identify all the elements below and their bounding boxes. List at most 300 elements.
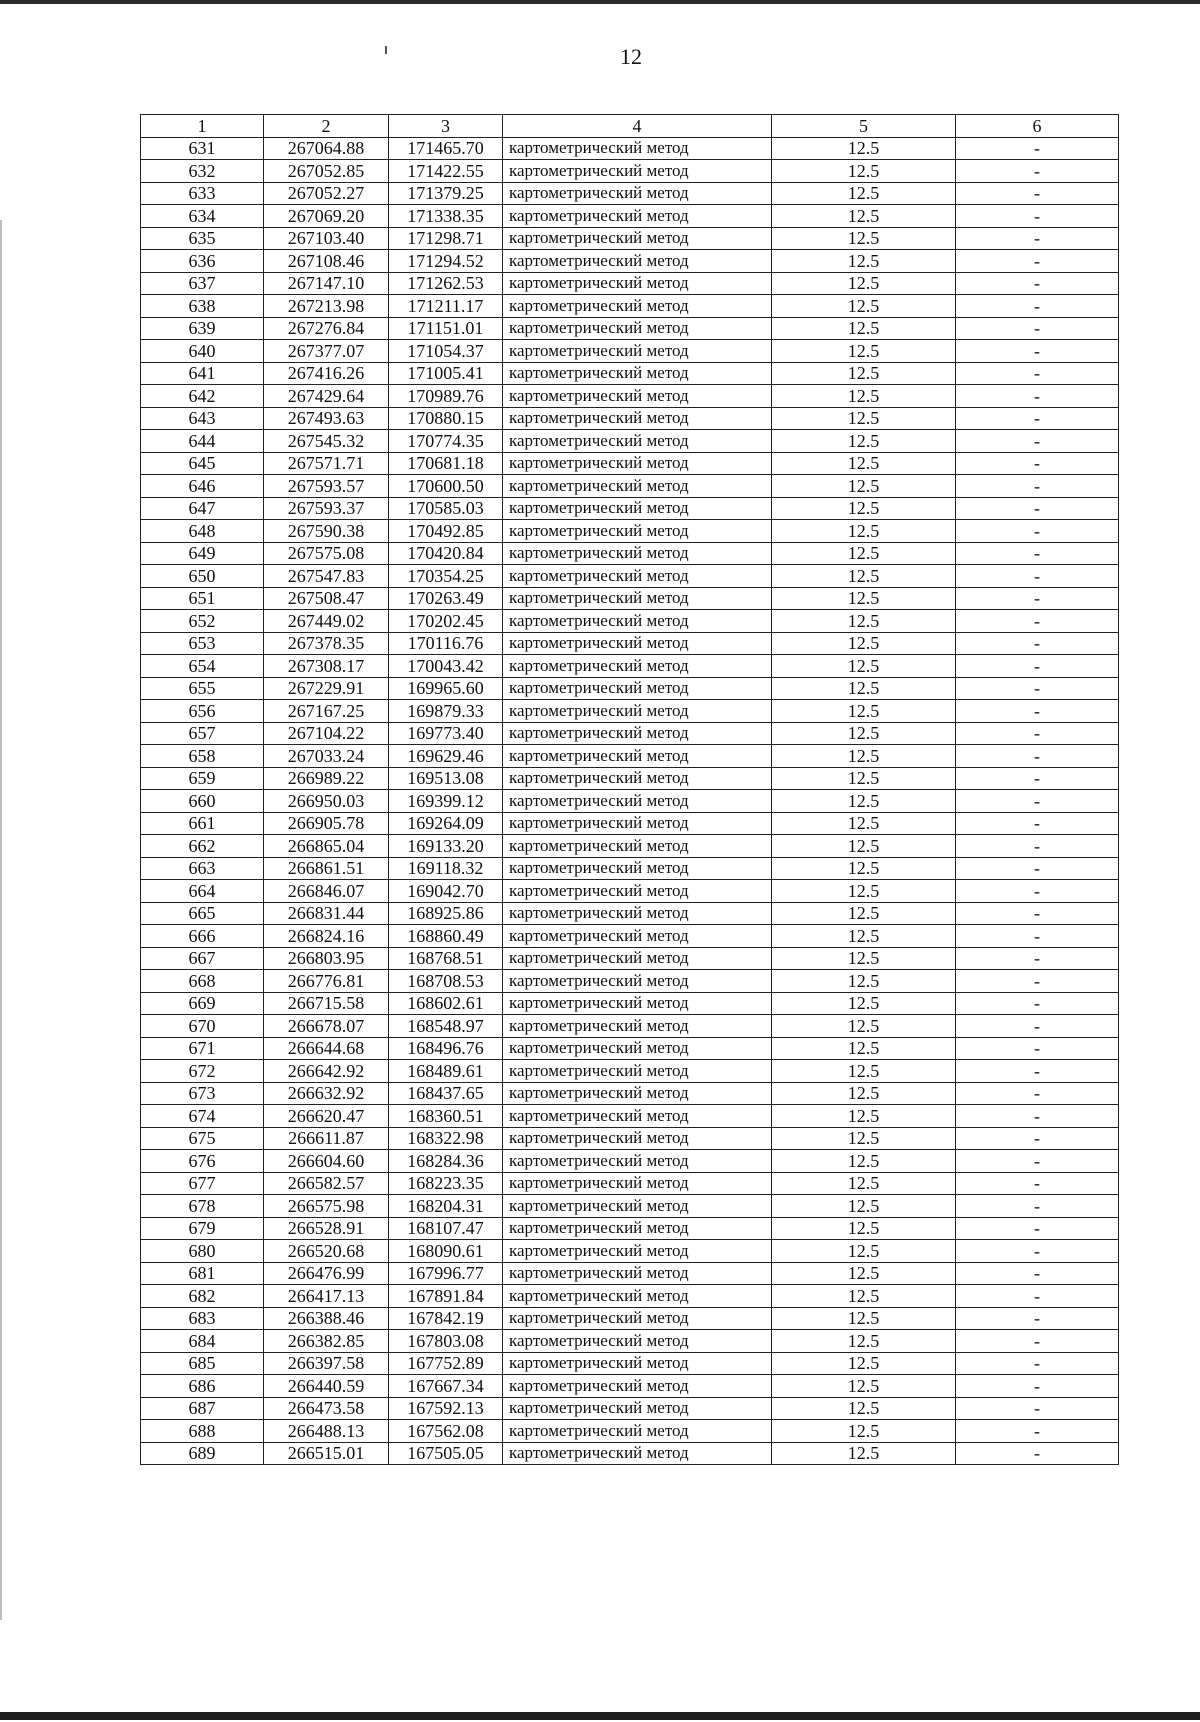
method-cell: картометрический метод xyxy=(503,835,772,858)
x-coordinate-cell: 266515.01 xyxy=(264,1442,389,1465)
method-cell: картометрический метод xyxy=(503,452,772,475)
precision-cell: 12.5 xyxy=(772,340,956,363)
method-cell: картометрический метод xyxy=(503,925,772,948)
x-coordinate-cell: 267069.20 xyxy=(264,205,389,228)
description-cell: - xyxy=(956,745,1119,768)
precision-cell: 12.5 xyxy=(772,1442,956,1465)
x-coordinate-cell: 266520.68 xyxy=(264,1240,389,1263)
point-number-cell: 654 xyxy=(141,655,264,678)
table-row xyxy=(141,362,1119,385)
y-coordinate-cell: 170354.25 xyxy=(389,565,503,588)
table-row xyxy=(141,1195,1119,1218)
point-number-cell: 632 xyxy=(141,160,264,183)
description-cell: - xyxy=(956,970,1119,993)
precision-cell: 12.5 xyxy=(772,1015,956,1038)
y-coordinate-cell: 169773.40 xyxy=(389,722,503,745)
y-coordinate-cell: 171422.55 xyxy=(389,160,503,183)
table-row xyxy=(141,1307,1119,1330)
x-coordinate-cell: 267547.83 xyxy=(264,565,389,588)
description-cell: - xyxy=(956,407,1119,430)
y-coordinate-cell: 168223.35 xyxy=(389,1172,503,1195)
x-coordinate-cell: 267593.57 xyxy=(264,475,389,498)
description-cell: - xyxy=(956,677,1119,700)
method-cell: картометрический метод xyxy=(503,430,772,453)
table-row xyxy=(141,722,1119,745)
method-cell: картометрический метод xyxy=(503,295,772,318)
y-coordinate-cell: 171211.17 xyxy=(389,295,503,318)
method-cell: картометрический метод xyxy=(503,1015,772,1038)
x-coordinate-cell: 267590.38 xyxy=(264,520,389,543)
precision-cell: 12.5 xyxy=(772,565,956,588)
y-coordinate-cell: 169264.09 xyxy=(389,812,503,835)
table-row xyxy=(141,1127,1119,1150)
x-coordinate-cell: 267416.26 xyxy=(264,362,389,385)
description-cell: - xyxy=(956,632,1119,655)
x-coordinate-cell: 267147.10 xyxy=(264,272,389,295)
y-coordinate-cell: 169629.46 xyxy=(389,745,503,768)
point-number-cell: 682 xyxy=(141,1285,264,1308)
precision-cell: 12.5 xyxy=(772,812,956,835)
x-coordinate-cell: 267108.46 xyxy=(264,250,389,273)
x-coordinate-cell: 267104.22 xyxy=(264,722,389,745)
table-row xyxy=(141,542,1119,565)
x-coordinate-cell: 267545.32 xyxy=(264,430,389,453)
point-number-cell: 645 xyxy=(141,452,264,475)
y-coordinate-cell: 171151.01 xyxy=(389,317,503,340)
y-coordinate-cell: 170600.50 xyxy=(389,475,503,498)
method-cell: картометрический метод xyxy=(503,812,772,835)
point-number-cell: 689 xyxy=(141,1442,264,1465)
column-header-5: 5 xyxy=(772,115,956,138)
method-cell: картометрический метод xyxy=(503,1150,772,1173)
scan-edge-left xyxy=(0,220,2,1620)
table-row xyxy=(141,1420,1119,1443)
y-coordinate-cell: 168496.76 xyxy=(389,1037,503,1060)
table-row xyxy=(141,205,1119,228)
method-cell: картометрический метод xyxy=(503,205,772,228)
y-coordinate-cell: 171054.37 xyxy=(389,340,503,363)
y-coordinate-cell: 169965.60 xyxy=(389,677,503,700)
point-number-cell: 637 xyxy=(141,272,264,295)
point-number-cell: 642 xyxy=(141,385,264,408)
point-number-cell: 649 xyxy=(141,542,264,565)
y-coordinate-cell: 168602.61 xyxy=(389,992,503,1015)
y-coordinate-cell: 171262.53 xyxy=(389,272,503,295)
method-cell: картометрический метод xyxy=(503,385,772,408)
method-cell: картометрический метод xyxy=(503,497,772,520)
table-row xyxy=(141,1150,1119,1173)
method-cell: картометрический метод xyxy=(503,880,772,903)
table-row xyxy=(141,880,1119,903)
y-coordinate-cell: 167592.13 xyxy=(389,1397,503,1420)
x-coordinate-cell: 266528.91 xyxy=(264,1217,389,1240)
point-number-cell: 664 xyxy=(141,880,264,903)
description-cell: - xyxy=(956,1217,1119,1240)
table-row xyxy=(141,1330,1119,1353)
precision-cell: 12.5 xyxy=(772,992,956,1015)
table-header xyxy=(141,115,1119,138)
x-coordinate-cell: 267167.25 xyxy=(264,700,389,723)
table-row xyxy=(141,1060,1119,1083)
point-number-cell: 661 xyxy=(141,812,264,835)
point-number-cell: 631 xyxy=(141,137,264,160)
method-cell: картометрический метод xyxy=(503,475,772,498)
description-cell: - xyxy=(956,722,1119,745)
table-row xyxy=(141,430,1119,453)
precision-cell: 12.5 xyxy=(772,1375,956,1398)
x-coordinate-cell: 267593.37 xyxy=(264,497,389,520)
y-coordinate-cell: 171338.35 xyxy=(389,205,503,228)
x-coordinate-cell: 267103.40 xyxy=(264,227,389,250)
description-cell: - xyxy=(956,430,1119,453)
y-coordinate-cell: 171294.52 xyxy=(389,250,503,273)
precision-cell: 12.5 xyxy=(772,182,956,205)
x-coordinate-cell: 267508.47 xyxy=(264,587,389,610)
precision-cell: 12.5 xyxy=(772,677,956,700)
method-cell: картометрический метод xyxy=(503,1330,772,1353)
y-coordinate-cell: 170043.42 xyxy=(389,655,503,678)
method-cell: картометрический метод xyxy=(503,137,772,160)
table-row xyxy=(141,475,1119,498)
description-cell: - xyxy=(956,250,1119,273)
table-row xyxy=(141,767,1119,790)
table-row xyxy=(141,745,1119,768)
method-cell: картометрический метод xyxy=(503,947,772,970)
table-row xyxy=(141,610,1119,633)
description-cell: - xyxy=(956,1375,1119,1398)
x-coordinate-cell: 266678.07 xyxy=(264,1015,389,1038)
point-number-cell: 678 xyxy=(141,1195,264,1218)
y-coordinate-cell: 169399.12 xyxy=(389,790,503,813)
x-coordinate-cell: 266611.87 xyxy=(264,1127,389,1150)
description-cell: - xyxy=(956,700,1119,723)
precision-cell: 12.5 xyxy=(772,700,956,723)
x-coordinate-cell: 267052.85 xyxy=(264,160,389,183)
precision-cell: 12.5 xyxy=(772,902,956,925)
precision-cell: 12.5 xyxy=(772,1105,956,1128)
method-cell: картометрический метод xyxy=(503,227,772,250)
table-row xyxy=(141,790,1119,813)
method-cell: картометрический метод xyxy=(503,722,772,745)
table-row xyxy=(141,857,1119,880)
x-coordinate-cell: 267052.27 xyxy=(264,182,389,205)
description-cell: - xyxy=(956,227,1119,250)
y-coordinate-cell: 170420.84 xyxy=(389,542,503,565)
table-row xyxy=(141,587,1119,610)
method-cell: картометрический метод xyxy=(503,610,772,633)
description-cell: - xyxy=(956,1150,1119,1173)
x-coordinate-cell: 267378.35 xyxy=(264,632,389,655)
point-number-cell: 680 xyxy=(141,1240,264,1263)
header-row xyxy=(141,115,1119,138)
y-coordinate-cell: 170492.85 xyxy=(389,520,503,543)
point-number-cell: 643 xyxy=(141,407,264,430)
y-coordinate-cell: 171379.25 xyxy=(389,182,503,205)
table-row xyxy=(141,1240,1119,1263)
description-cell: - xyxy=(956,1352,1119,1375)
precision-cell: 12.5 xyxy=(772,1352,956,1375)
point-number-cell: 635 xyxy=(141,227,264,250)
precision-cell: 12.5 xyxy=(772,1037,956,1060)
description-cell: - xyxy=(956,947,1119,970)
y-coordinate-cell: 167752.89 xyxy=(389,1352,503,1375)
description-cell: - xyxy=(956,362,1119,385)
point-number-cell: 687 xyxy=(141,1397,264,1420)
y-coordinate-cell: 168708.53 xyxy=(389,970,503,993)
precision-cell: 12.5 xyxy=(772,385,956,408)
precision-cell: 12.5 xyxy=(772,272,956,295)
page-number: 12 xyxy=(620,44,642,69)
point-number-cell: 659 xyxy=(141,767,264,790)
table-row xyxy=(141,970,1119,993)
point-number-cell: 658 xyxy=(141,745,264,768)
point-number-cell: 676 xyxy=(141,1150,264,1173)
precision-cell: 12.5 xyxy=(772,1082,956,1105)
x-coordinate-cell: 266397.58 xyxy=(264,1352,389,1375)
scan-edge-bottom xyxy=(0,1712,1200,1720)
coordinates-table xyxy=(140,114,1119,1465)
y-coordinate-cell: 170880.15 xyxy=(389,407,503,430)
method-cell: картометрический метод xyxy=(503,520,772,543)
description-cell: - xyxy=(956,565,1119,588)
table-row xyxy=(141,295,1119,318)
precision-cell: 12.5 xyxy=(772,407,956,430)
method-cell: картометрический метод xyxy=(503,1420,772,1443)
method-cell: картометрический метод xyxy=(503,587,772,610)
description-cell: - xyxy=(956,880,1119,903)
table-row xyxy=(141,1352,1119,1375)
description-cell: - xyxy=(956,1262,1119,1285)
description-cell: - xyxy=(956,1330,1119,1353)
scan-edge-top xyxy=(0,0,1200,4)
point-number-cell: 669 xyxy=(141,992,264,1015)
point-number-cell: 646 xyxy=(141,475,264,498)
y-coordinate-cell: 167842.19 xyxy=(389,1307,503,1330)
precision-cell: 12.5 xyxy=(772,632,956,655)
x-coordinate-cell: 267213.98 xyxy=(264,295,389,318)
point-number-cell: 667 xyxy=(141,947,264,970)
column-header-6: 6 xyxy=(956,115,1119,138)
method-cell: картометрический метод xyxy=(503,1195,772,1218)
point-number-cell: 685 xyxy=(141,1352,264,1375)
point-number-cell: 673 xyxy=(141,1082,264,1105)
table-row xyxy=(141,227,1119,250)
precision-cell: 12.5 xyxy=(772,430,956,453)
precision-cell: 12.5 xyxy=(772,1397,956,1420)
precision-cell: 12.5 xyxy=(772,767,956,790)
point-number-cell: 647 xyxy=(141,497,264,520)
y-coordinate-cell: 167996.77 xyxy=(389,1262,503,1285)
x-coordinate-cell: 267429.64 xyxy=(264,385,389,408)
y-coordinate-cell: 167505.05 xyxy=(389,1442,503,1465)
point-number-cell: 641 xyxy=(141,362,264,385)
method-cell: картометрический метод xyxy=(503,565,772,588)
description-cell: - xyxy=(956,475,1119,498)
table-row xyxy=(141,1442,1119,1465)
y-coordinate-cell: 168090.61 xyxy=(389,1240,503,1263)
x-coordinate-cell: 266989.22 xyxy=(264,767,389,790)
description-cell: - xyxy=(956,655,1119,678)
method-cell: картометрический метод xyxy=(503,1352,772,1375)
method-cell: картометрический метод xyxy=(503,272,772,295)
point-number-cell: 644 xyxy=(141,430,264,453)
method-cell: картометрический метод xyxy=(503,1172,772,1195)
description-cell: - xyxy=(956,812,1119,835)
table-row xyxy=(141,497,1119,520)
x-coordinate-cell: 266865.04 xyxy=(264,835,389,858)
table-row xyxy=(141,137,1119,160)
point-number-cell: 671 xyxy=(141,1037,264,1060)
description-cell: - xyxy=(956,1127,1119,1150)
point-number-cell: 666 xyxy=(141,925,264,948)
point-number-cell: 662 xyxy=(141,835,264,858)
x-coordinate-cell: 267064.88 xyxy=(264,137,389,160)
description-cell: - xyxy=(956,542,1119,565)
point-number-cell: 684 xyxy=(141,1330,264,1353)
table-row xyxy=(141,1397,1119,1420)
description-cell: - xyxy=(956,1397,1119,1420)
table-row xyxy=(141,1285,1119,1308)
table-row xyxy=(141,925,1119,948)
x-coordinate-cell: 266831.44 xyxy=(264,902,389,925)
x-coordinate-cell: 266803.95 xyxy=(264,947,389,970)
description-cell: - xyxy=(956,272,1119,295)
method-cell: картометрический метод xyxy=(503,745,772,768)
description-cell: - xyxy=(956,857,1119,880)
x-coordinate-cell: 266715.58 xyxy=(264,992,389,1015)
description-cell: - xyxy=(956,182,1119,205)
x-coordinate-cell: 266861.51 xyxy=(264,857,389,880)
y-coordinate-cell: 171298.71 xyxy=(389,227,503,250)
point-number-cell: 648 xyxy=(141,520,264,543)
table-row xyxy=(141,1217,1119,1240)
precision-cell: 12.5 xyxy=(772,587,956,610)
table-body xyxy=(141,137,1119,1465)
description-cell: - xyxy=(956,1240,1119,1263)
method-cell: картометрический метод xyxy=(503,655,772,678)
method-cell: картометрический метод xyxy=(503,1397,772,1420)
point-number-cell: 674 xyxy=(141,1105,264,1128)
y-coordinate-cell: 168860.49 xyxy=(389,925,503,948)
method-cell: картометрический метод xyxy=(503,1285,772,1308)
method-cell: картометрический метод xyxy=(503,1127,772,1150)
table-row xyxy=(141,272,1119,295)
description-cell: - xyxy=(956,137,1119,160)
x-coordinate-cell: 266824.16 xyxy=(264,925,389,948)
point-number-cell: 634 xyxy=(141,205,264,228)
y-coordinate-cell: 170989.76 xyxy=(389,385,503,408)
precision-cell: 12.5 xyxy=(772,542,956,565)
method-cell: картометрический метод xyxy=(503,340,772,363)
method-cell: картометрический метод xyxy=(503,250,772,273)
table-row xyxy=(141,700,1119,723)
y-coordinate-cell: 168489.61 xyxy=(389,1060,503,1083)
y-coordinate-cell: 168437.65 xyxy=(389,1082,503,1105)
precision-cell: 12.5 xyxy=(772,520,956,543)
table-row xyxy=(141,1105,1119,1128)
x-coordinate-cell: 266905.78 xyxy=(264,812,389,835)
table-row xyxy=(141,160,1119,183)
description-cell: - xyxy=(956,992,1119,1015)
y-coordinate-cell: 169879.33 xyxy=(389,700,503,723)
table-row xyxy=(141,947,1119,970)
precision-cell: 12.5 xyxy=(772,745,956,768)
description-cell: - xyxy=(956,587,1119,610)
point-number-cell: 639 xyxy=(141,317,264,340)
x-coordinate-cell: 266644.68 xyxy=(264,1037,389,1060)
precision-cell: 12.5 xyxy=(772,137,956,160)
column-header-1: 1 xyxy=(141,115,264,138)
precision-cell: 12.5 xyxy=(772,497,956,520)
precision-cell: 12.5 xyxy=(772,1420,956,1443)
x-coordinate-cell: 266575.98 xyxy=(264,1195,389,1218)
precision-cell: 12.5 xyxy=(772,970,956,993)
method-cell: картометрический метод xyxy=(503,1240,772,1263)
point-number-cell: 688 xyxy=(141,1420,264,1443)
method-cell: картометрический метод xyxy=(503,1375,772,1398)
y-coordinate-cell: 170585.03 xyxy=(389,497,503,520)
x-coordinate-cell: 266417.13 xyxy=(264,1285,389,1308)
precision-cell: 12.5 xyxy=(772,295,956,318)
x-coordinate-cell: 266476.99 xyxy=(264,1262,389,1285)
y-coordinate-cell: 170774.35 xyxy=(389,430,503,453)
x-coordinate-cell: 267229.91 xyxy=(264,677,389,700)
description-cell: - xyxy=(956,1105,1119,1128)
precision-cell: 12.5 xyxy=(772,1127,956,1150)
table-row xyxy=(141,1082,1119,1105)
column-header-2: 2 xyxy=(264,115,389,138)
x-coordinate-cell: 266488.13 xyxy=(264,1420,389,1443)
x-coordinate-cell: 266620.47 xyxy=(264,1105,389,1128)
precision-cell: 12.5 xyxy=(772,790,956,813)
point-number-cell: 668 xyxy=(141,970,264,993)
method-cell: картометрический метод xyxy=(503,1082,772,1105)
method-cell: картометрический метод xyxy=(503,160,772,183)
point-number-cell: 640 xyxy=(141,340,264,363)
precision-cell: 12.5 xyxy=(772,250,956,273)
y-coordinate-cell: 169513.08 xyxy=(389,767,503,790)
point-number-cell: 638 xyxy=(141,295,264,318)
description-cell: - xyxy=(956,925,1119,948)
precision-cell: 12.5 xyxy=(772,452,956,475)
description-cell: - xyxy=(956,340,1119,363)
x-coordinate-cell: 266582.57 xyxy=(264,1172,389,1195)
description-cell: - xyxy=(956,1285,1119,1308)
precision-cell: 12.5 xyxy=(772,1240,956,1263)
point-number-cell: 657 xyxy=(141,722,264,745)
method-cell: картометрический метод xyxy=(503,542,772,565)
precision-cell: 12.5 xyxy=(772,227,956,250)
point-number-cell: 665 xyxy=(141,902,264,925)
point-number-cell: 651 xyxy=(141,587,264,610)
method-cell: картометрический метод xyxy=(503,677,772,700)
y-coordinate-cell: 168322.98 xyxy=(389,1127,503,1150)
y-coordinate-cell: 170116.76 xyxy=(389,632,503,655)
x-coordinate-cell: 267377.07 xyxy=(264,340,389,363)
precision-cell: 12.5 xyxy=(772,1195,956,1218)
table-row xyxy=(141,992,1119,1015)
precision-cell: 12.5 xyxy=(772,1307,956,1330)
y-coordinate-cell: 168925.86 xyxy=(389,902,503,925)
precision-cell: 12.5 xyxy=(772,475,956,498)
point-number-cell: 655 xyxy=(141,677,264,700)
method-cell: картометрический метод xyxy=(503,1442,772,1465)
point-number-cell: 675 xyxy=(141,1127,264,1150)
description-cell: - xyxy=(956,520,1119,543)
precision-cell: 12.5 xyxy=(772,205,956,228)
point-number-cell: 670 xyxy=(141,1015,264,1038)
x-coordinate-cell: 266388.46 xyxy=(264,1307,389,1330)
